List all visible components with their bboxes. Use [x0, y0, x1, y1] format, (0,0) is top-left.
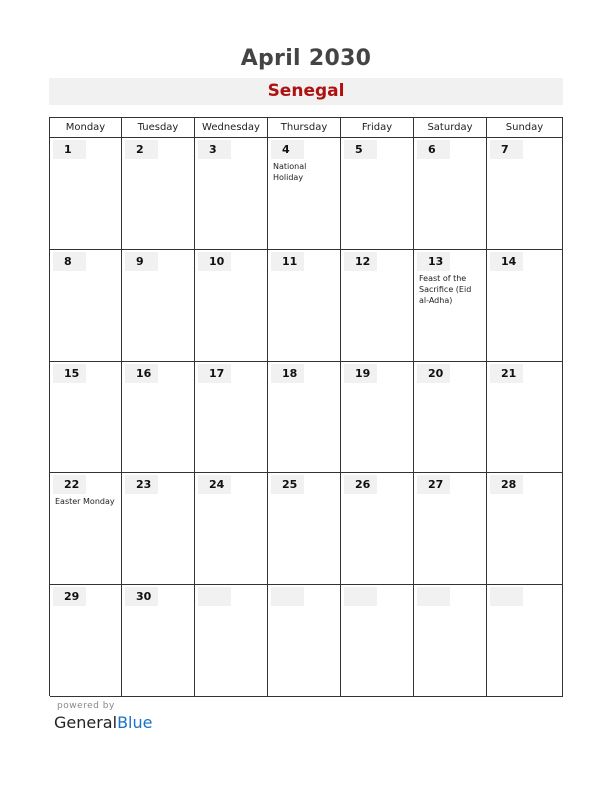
day-number: [490, 587, 523, 606]
day-cell[interactable]: [122, 362, 195, 474]
day-cell[interactable]: [341, 473, 414, 585]
day-number: 13: [417, 252, 450, 271]
day-cell[interactable]: [50, 362, 122, 474]
weekday-header-tuesday: Tuesday: [122, 118, 195, 138]
day-cell[interactable]: [50, 250, 122, 362]
day-cell[interactable]: [414, 473, 487, 585]
day-cell[interactable]: [414, 362, 487, 474]
day-cell[interactable]: [195, 362, 268, 474]
day-cell[interactable]: [341, 585, 414, 697]
day-number: 21: [490, 364, 523, 383]
day-number: 6: [417, 140, 450, 159]
brand-blue-text: Blue: [117, 713, 153, 732]
day-number: 5: [344, 140, 377, 159]
day-number: 17: [198, 364, 231, 383]
brand-general-text: General: [54, 713, 118, 732]
holiday-label: Easter Monday: [55, 497, 115, 507]
day-number: 24: [198, 475, 231, 494]
day-cell[interactable]: [50, 585, 122, 697]
holiday-label: National Holiday: [273, 162, 307, 182]
day-number: 11: [271, 252, 304, 271]
day-number: 1: [53, 140, 86, 159]
day-number: 18: [271, 364, 304, 383]
day-number: 26: [344, 475, 377, 494]
holiday-label: Feast of the Sacrifice (Eid al-Adha): [419, 273, 472, 305]
day-number: [344, 587, 377, 606]
day-cell[interactable]: [195, 473, 268, 585]
day-cell[interactable]: [414, 585, 487, 697]
day-cell[interactable]: [122, 585, 195, 697]
weekday-header-thursday: Thursday: [268, 118, 341, 138]
day-cell[interactable]: [122, 138, 195, 250]
day-cell[interactable]: [122, 473, 195, 585]
day-cell[interactable]: [268, 362, 341, 474]
weekday-header-saturday: Saturday: [414, 118, 487, 138]
country-name: Senegal: [267, 81, 345, 101]
day-number: 14: [490, 252, 523, 271]
day-number: [417, 587, 450, 606]
day-cell[interactable]: [414, 250, 487, 362]
weekday-header-friday: Friday: [341, 118, 414, 138]
day-cell[interactable]: [50, 473, 122, 585]
day-cell[interactable]: [487, 138, 563, 250]
day-number: 3: [198, 140, 231, 159]
page-title: April 2030: [240, 46, 372, 71]
day-number: 20: [417, 364, 450, 383]
day-cell[interactable]: [195, 250, 268, 362]
day-number: 23: [125, 475, 158, 494]
day-cell[interactable]: [268, 138, 341, 250]
day-cell[interactable]: [341, 250, 414, 362]
day-number: 9: [125, 252, 158, 271]
day-cell[interactable]: [268, 585, 341, 697]
day-cell[interactable]: [50, 138, 122, 250]
day-number: 2: [125, 140, 158, 159]
day-number: 16: [125, 364, 158, 383]
day-number: 7: [490, 140, 523, 159]
day-cell[interactable]: [268, 473, 341, 585]
day-number: 8: [53, 252, 86, 271]
day-cell[interactable]: [487, 362, 563, 474]
day-cell[interactable]: [341, 362, 414, 474]
brand-logo[interactable]: [54, 713, 152, 732]
day-number: 10: [198, 252, 231, 271]
day-cell[interactable]: [487, 473, 563, 585]
day-number: 29: [53, 587, 86, 606]
day-number: 4: [271, 140, 304, 159]
weekday-header-sunday: Sunday: [487, 118, 563, 138]
day-number: 28: [490, 475, 523, 494]
day-cell[interactable]: [487, 250, 563, 362]
day-number: 15: [53, 364, 86, 383]
country-banner: [49, 78, 563, 105]
day-cell[interactable]: [341, 138, 414, 250]
day-number: 25: [271, 475, 304, 494]
day-cell[interactable]: [195, 585, 268, 697]
day-cell[interactable]: [487, 585, 563, 697]
day-cell[interactable]: [414, 138, 487, 250]
day-cell[interactable]: [122, 250, 195, 362]
day-number: 12: [344, 252, 377, 271]
calendar-grid: [49, 117, 563, 696]
day-cell[interactable]: [195, 138, 268, 250]
day-cell[interactable]: [268, 250, 341, 362]
weekday-header-wednesday: Wednesday: [195, 118, 268, 138]
weekday-header-monday: Monday: [50, 118, 122, 138]
day-number: 27: [417, 475, 450, 494]
day-number: 22: [53, 475, 86, 494]
day-number: 30: [125, 587, 158, 606]
powered-by-label: powered by: [57, 701, 115, 711]
day-number: 19: [344, 364, 377, 383]
day-number: [198, 587, 231, 606]
day-number: [271, 587, 304, 606]
